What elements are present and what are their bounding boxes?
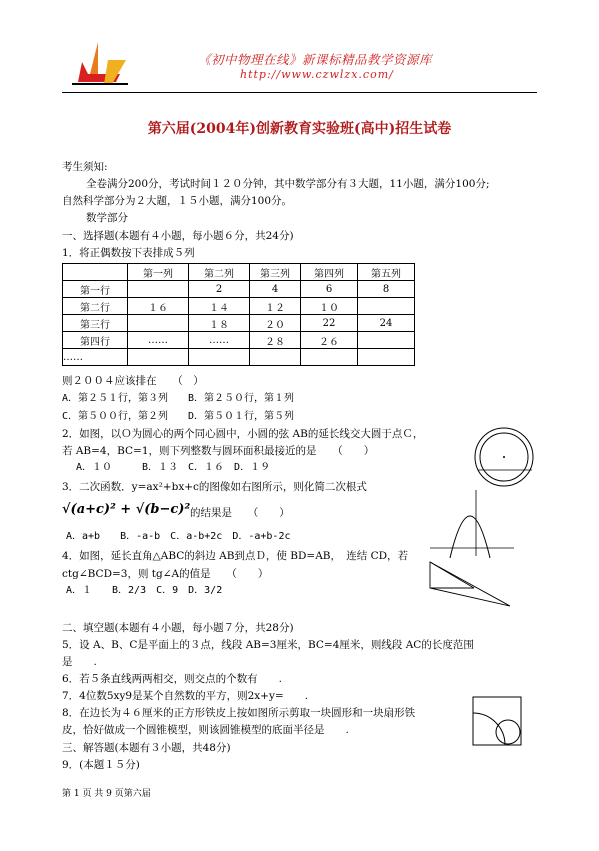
table-cell: 第三行 (63, 315, 128, 332)
table-cell: １８ (189, 315, 250, 332)
part3-heading: 三、解答题(本题有３小题，共48分) (62, 742, 231, 754)
table-cell: １２ (250, 298, 301, 315)
table-row (63, 298, 415, 315)
table-cell (63, 264, 128, 281)
q3-line-1: 3．二次函数．y=ax²+bx+c的图像如右图所示，则化简二次根式 (62, 481, 367, 493)
table-cell (128, 281, 189, 298)
q8-line-1: 8．在边长为４６厘米的正方形铁皮上按如图所示剪取一块圆形和一块扇形铁 (62, 707, 416, 719)
table-cell (128, 349, 189, 366)
triangle-figure (424, 558, 516, 610)
q5-line-1: 5．设 A、B、C是平面上的３点，线段 AB=3厘米，BC=4厘米，则线段 AC的长度范围 (62, 639, 474, 651)
q4-line-2: ctg∠BCD=3，则 tg∠A的值是 （ ） (62, 568, 269, 580)
table-cell: 第四行 (63, 332, 128, 349)
q4-line-1: 4．如图，延长直角△ABC的斜边 AB到点Ｄ，使 BD=AB， 连结 CD，若 (62, 550, 409, 562)
table-cell: 第一行 (63, 281, 128, 298)
table-cell (128, 315, 189, 332)
table-cell: 第五列 (358, 264, 415, 281)
notice-line-2: 自然科学部分为２大题，１５小题，满分100分。 (62, 195, 293, 207)
table-cell: …… (128, 332, 189, 349)
page-title: 第六届(2004年)创新教育实验班(高中)招生试卷 (147, 121, 452, 137)
math-section-heading: 数学部分 (86, 212, 128, 224)
q1-text: 1．将正偶数按下表排成５列 (62, 247, 195, 259)
site-logo (68, 40, 132, 90)
q8-line-2: 皮，恰好做成一个圆锥模型，则该圆锥模型的底面半径是 . (62, 724, 349, 736)
q9-text: 9．(本题１５分) (62, 759, 140, 771)
q2-options: A．１０ B．１３ C．１６ D．１９ (76, 462, 271, 473)
notice-line-1: 全卷满分200分，考试时间１２０分钟，其中数学部分有３大题，11小题，满分100分; (86, 178, 490, 190)
q3-line-2: 的结果是 （ ） (190, 507, 290, 519)
table-cell: ２６ (301, 332, 358, 349)
notice-heading: 考生须知: (62, 161, 108, 173)
table-cell: 4 (250, 281, 301, 298)
part2-heading: 二、填空题(本题有４小题，每小题７分，共28分) (62, 622, 294, 634)
table-row (63, 281, 415, 298)
q3-options: A．a+b B．-a-b C．a-b+2c D．-a+b-2c (66, 531, 291, 542)
q1-options-cd: C．第５００行，第２列 D．第５０１行，第５列 (62, 411, 295, 422)
table-cell: １４ (189, 298, 250, 315)
table-cell (189, 349, 250, 366)
square-sector-figure (472, 696, 522, 746)
table-cell: 第二列 (189, 264, 250, 281)
table-cell: １０ (301, 298, 358, 315)
table-row (63, 332, 415, 349)
q2-line-1: 2．如图，以Ｏ为圆心的两个同心圆中，小圆的弦 AB的延长线交大圆于点Ｃ， (62, 428, 424, 440)
part1-heading: 一、选择题(本题有４小题，每小题６分，共24分) (62, 230, 294, 242)
table-cell: ２８ (250, 332, 301, 349)
table-cell: …… (63, 349, 128, 366)
banner-url[interactable]: http://www.czwlzx.com/ (240, 68, 394, 81)
header-rule (62, 92, 537, 93)
table-cell: 6 (301, 281, 358, 298)
table-cell: 24 (358, 315, 415, 332)
table-cell (301, 349, 358, 366)
table-cell: 第四列 (301, 264, 358, 281)
q2-line-2: 若 AB=4，BC=1，则下列整数与圆环面积最接近的是 （ ） (62, 445, 375, 457)
table-cell: 2 (189, 281, 250, 298)
table-row (63, 315, 415, 332)
q5-line-2: 是 . (62, 656, 97, 668)
table-row (63, 349, 415, 366)
q4-options: A．１ B．2/3 C．9 D．3/2 (66, 585, 223, 596)
table-cell: 第二行 (63, 298, 128, 315)
q3-formula: √(a+c)² + √(b−c)² (62, 502, 191, 517)
parabola-figure (426, 484, 518, 560)
q1-options-ab: A．第２５１行，第３列 B．第２５０行，第１列 (62, 393, 295, 404)
table-cell (358, 332, 415, 349)
concentric-circles-figure (472, 425, 536, 489)
table-cell: 8 (358, 281, 415, 298)
table-cell: 第三列 (250, 264, 301, 281)
q6-text: 6．若５条直线两两相交，则交点的个数有 . (62, 673, 283, 685)
page-footer: 第 1 页 共 9 页第六届 (62, 789, 151, 799)
table-cell (358, 349, 415, 366)
q1-ask: 则２００４应该排在 （ ） (62, 375, 204, 387)
table-cell (250, 349, 301, 366)
table-cell: …… (189, 332, 250, 349)
table-header-row (63, 264, 415, 281)
table-cell: ２０ (250, 315, 301, 332)
table-cell: 第一列 (128, 264, 189, 281)
q7-text: 7．4位数5xy9是某个自然数的平方，则2x+y= . (62, 690, 309, 702)
even-number-table (62, 263, 415, 366)
banner-title: 《初中物理在线》新课标精品教学资源库 (198, 52, 433, 67)
table-cell (358, 298, 415, 315)
table-cell: １６ (128, 298, 189, 315)
table-cell: 22 (301, 315, 358, 332)
